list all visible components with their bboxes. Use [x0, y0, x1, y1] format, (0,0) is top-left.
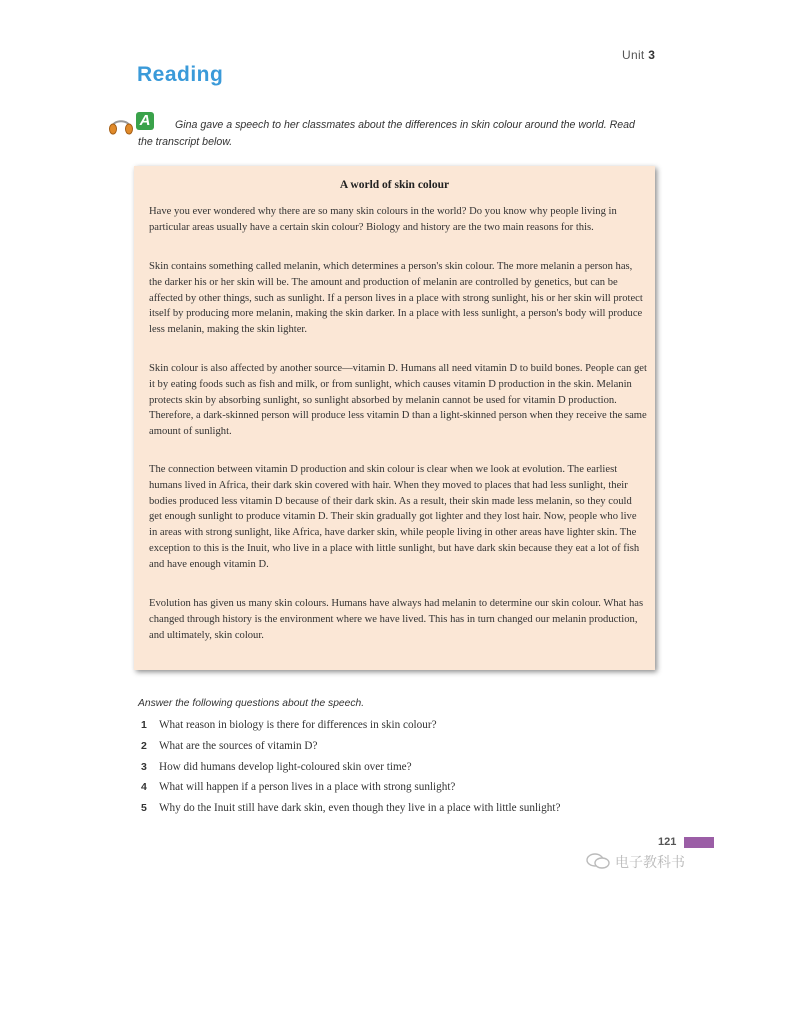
activity-badge: A [136, 112, 154, 130]
question-number: 3 [141, 761, 147, 773]
transcript-title: A world of skin colour [339, 179, 450, 191]
watermark-text: 电子教科书 [615, 855, 685, 871]
transcript-box [134, 166, 655, 670]
question-number: 4 [141, 781, 147, 793]
page-number: 121 [658, 836, 677, 848]
page-color-bar [684, 837, 714, 848]
question-number: 5 [141, 802, 147, 814]
watermark [585, 850, 700, 872]
question-item [141, 800, 621, 817]
transcript-paragraph: Skin contains something called melanin, which determines a person's skin colour. The more melanin a person has, the darker his or her skin will be. The amount and production of melanin are controlled by genetics, but can be affected by other things, such as sunlight. If a person lives in a place with strong sunlight, his or her skin will protect itself by producing more melanin, making the skin darker. In a place with less sunlight, a person's body will produce less melanin, making the skin lighter. [149, 261, 643, 336]
question-item [141, 717, 641, 734]
wechat-icon [585, 852, 611, 870]
unit-number: 3 [648, 48, 656, 62]
transcript-paragraph: Skin colour is also affected by another source—vitamin D. Humans all need vitamin D to build bones. People can get it by eating foods such as fish and milk, or from sunlight, which causes vitamin D production in the skin. Melanin protects skin by absorbing sunlight, so sunlight absorbed by melanin cannot be used for vitamin D production. Therefore, a dark-skinned person will produce less vitamin D than a light-skinned person when they receive the same amount of sunlight. [149, 363, 647, 438]
section-heading: Reading [137, 63, 224, 86]
question-text: How did humans develop light-coloured skin over time? [159, 761, 412, 773]
unit-label-text: Unit [622, 48, 645, 62]
question-text: What will happen if a person lives in a place with strong sunlight? [159, 781, 456, 793]
question-number: 1 [141, 719, 147, 731]
question-text: What are the sources of vitamin D? [159, 740, 318, 752]
activity-instruction: Gina gave a speech to her classmates about the differences in skin colour around the world. Read the transcript below. [138, 119, 635, 148]
transcript-paragraph: Have you ever wondered why there are so many skin colours in the world? Do you know why people living in particular areas usually have a certain skin colour? Biology and history are the two main reasons for this. [149, 206, 617, 233]
question-text: What reason in biology is there for differences in skin colour? [159, 719, 437, 731]
transcript-paragraph: Evolution has given us many skin colours. Humans have always had melanin to determine our skin colour. What has changed through history is the environment where we have lived. This has in turn changed our melanin production, and ultimately, skin colour. [149, 598, 644, 641]
question-item [141, 779, 641, 796]
question-text: Why do the Inuit still have dark skin, even though they live in a place with little sunlight? [159, 802, 561, 814]
headphones-icon[interactable] [108, 114, 134, 136]
transcript-paragraph: The connection between vitamin D production and skin colour is clear when we look at evolution. The earliest humans lived in Africa, their dark skin covered with hair. When they moved to places that had less sunlight, their bodies produced less vitamin D because of their dark skin. As a result, their skin made less melanin, so they could get enough sunlight to produce vitamin D. Their skin gradually got lighter and they lost hair. Now, people who live in areas with strong sunlight, like Africa, have darker skin, while people living in other areas have lighter skin. The exception to this is the Inuit, who live in a place with little sunlight, but have dark skin because they eat a lot of fish and have enough vitamin D. [149, 464, 640, 570]
unit-label [622, 48, 655, 62]
question-number: 2 [141, 740, 147, 752]
question-item [141, 759, 641, 776]
questions-intro: Answer the following questions about the speech. [138, 698, 365, 709]
question-item [141, 738, 641, 755]
